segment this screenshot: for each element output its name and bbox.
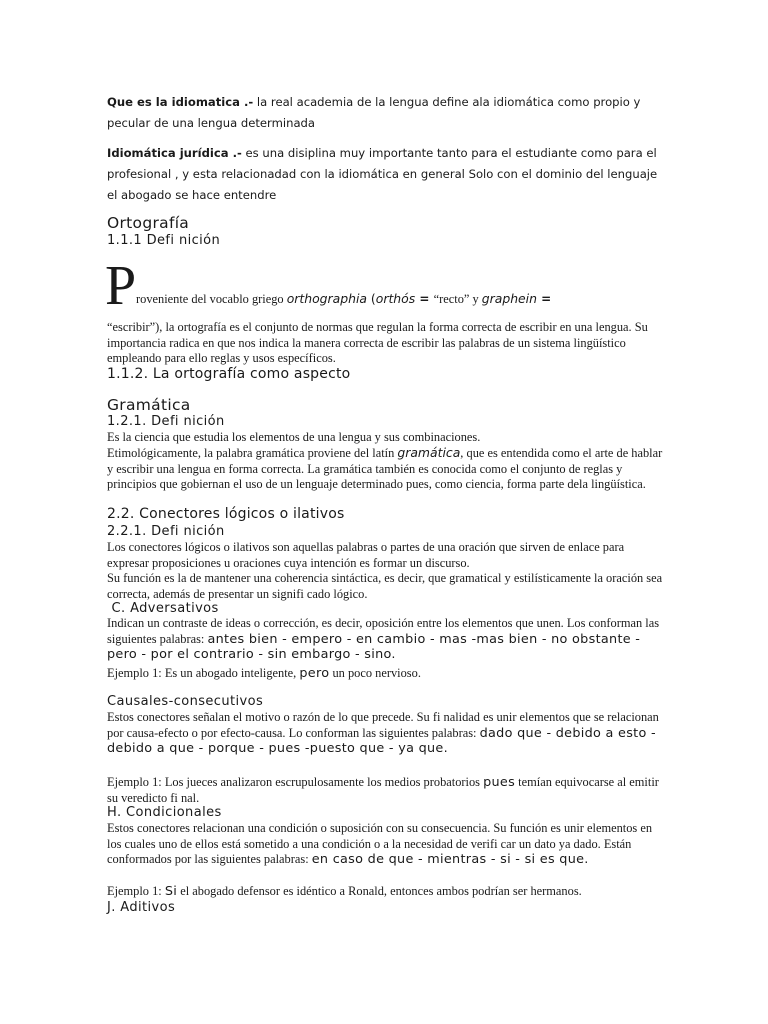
conectores-paragraph-1: Los conectores lógicos o ilativos son aquellas palabras o partes de una oración que sirven de enlace para expresar proposiciones u oraciones cuya intención es formar un discurso. <box>107 540 625 570</box>
drop-cap <box>105 255 137 317</box>
ortografia-body: “escribir”), la ortografía es el conjunto de normas que regulan la forma correcta de escribir en una lengua. Su importancia radica en que nos indica la manera correcta de escribir las palabras de un sistema lingüístico empleando para ello reglas y usos específicos. <box>107 320 648 366</box>
adversativos-paragraph <box>107 616 667 663</box>
text-span: , que es entendida como el arte de hablar y escribir una lengua en forma correcta. La gramática también es conocida como el conjunto de reglas y principios que gobiernan el uso de un lenguaje determinado pues, como ciencia, forma parte dela lingüística. <box>107 446 663 492</box>
term-label: Que es la idiomatica .- <box>107 95 254 109</box>
term-graphein: graphein <box>481 291 537 306</box>
subsection-title-aspecto: 1.1.2. La ortografía como aspecto <box>107 366 351 382</box>
connector-words: en caso de que - mientras - si - si es que. <box>311 852 589 868</box>
text-span: el abogado defensor es idéntico a Ronald, entonces ambos podrían ser hermanos. <box>177 884 582 898</box>
text-span: Ejemplo 1: Los jueces analizaron escrupulosamente los medios probatorios <box>107 775 484 789</box>
condicionales-paragraph <box>107 821 667 868</box>
section-title-aditivos: J. Aditivos <box>107 900 176 915</box>
equals-sign: = <box>415 292 434 306</box>
subsection-title-definicion: 2.2.1. Defi nición <box>107 524 225 539</box>
text-span: Estos conectores señalan el motivo o razón de lo que precede. Su fi nalidad es unir elementos que se relacionan por causa-efecto o por efecto-causa. Lo conforman las siguientes palabras: <box>107 710 659 740</box>
text-span: Ejemplo 1: <box>107 884 165 898</box>
text-span: Etimológicamente, la palabra gramática proviene del latín <box>107 446 398 460</box>
text-span: roveniente del vocablo griego <box>136 292 287 306</box>
gramatica-paragraph-1: Es la ciencia que estudia los elementos de una lengua y sus combinaciones. <box>107 430 481 444</box>
section-title-gramatica: Gramática <box>107 396 191 414</box>
ortografia-first-line <box>136 291 551 307</box>
subsection-title-definicion: 1.2.1. Defi nición <box>107 414 225 429</box>
intro-paragraph-2 <box>107 143 667 206</box>
term-orthos: orthós <box>375 291 416 306</box>
text-span: ( <box>366 291 376 306</box>
conectores-paragraph-2: Su función es la de mantener una coherencia sintáctica, es decir, que gramatical y estilísticamente la oración sea correcta, además de presentar un signifi cado lógico. <box>107 571 663 601</box>
text-span: un poco nervioso. <box>329 666 421 680</box>
section-title-adversativos: C. Adversativos <box>107 601 219 616</box>
definition-text: es una disiplina muy importante tanto para el estudiante como para el profesional , y esta relacionadad con la idiomática en general Solo con el dominio del lenguaje el abogado se hace entendre <box>107 146 658 202</box>
section-title-causales: Causales-consecutivos <box>107 694 264 709</box>
term-orthographia: orthographia <box>286 291 367 306</box>
definition-text: la real academia de la lengua define ala idiomática como propio y pecular de una lengua determinada <box>107 95 641 130</box>
condicionales-example <box>107 884 667 900</box>
adversativos-example <box>107 666 667 682</box>
section-title-ortografia: Ortografía <box>107 214 190 232</box>
connector-word: pues <box>483 775 516 790</box>
connector-word: pero <box>299 666 330 681</box>
connector-words: dado que - debido a esto - debido a que - porque - pues -puesto que - ya que. <box>107 725 656 757</box>
term-label: Idiomática jurídica .- <box>107 146 242 160</box>
intro-paragraph-1 <box>107 92 667 134</box>
text-span: temían equivocarse al emitir su veredicto fi nal. <box>107 775 659 805</box>
connector-words: antes bien - empero - en cambio - mas -mas bien - no obstante - pero - por el contrario - sin embargo - sino. <box>107 631 641 663</box>
text-span: Ejemplo 1: Es un abogado inteligente, <box>107 666 300 680</box>
equals-sign: = <box>536 292 552 306</box>
connector-word: Si <box>164 884 178 899</box>
text-span: Estos conectores relacionan una condición o suposición con su consecuencia. Su función es unir elementos en los cuales uno de ellos está sometido a una condición o a la necesidad de verifi car un dato ya dado. Están conformados por las siguientes palabras: <box>107 821 653 867</box>
causales-paragraph <box>107 710 667 757</box>
gramatica-paragraph-2 <box>107 445 667 493</box>
causales-example <box>107 775 667 806</box>
text-span: Indican un contraste de ideas o corrección, es decir, oposición entre los elementos que unen. Los conforman las siguientes palabras: <box>107 616 660 646</box>
section-title-conectores: 2.2. Conectores lógicos o ilativos <box>107 506 345 522</box>
term-gramatica: gramática <box>397 445 461 460</box>
section-title-condicionales: H. Condicionales <box>107 805 222 820</box>
text-span: “recto” y <box>433 292 482 306</box>
drop-cap-letter: P <box>105 255 137 317</box>
subsection-title-definicion: 1.1.1 Defi nición <box>107 233 221 248</box>
